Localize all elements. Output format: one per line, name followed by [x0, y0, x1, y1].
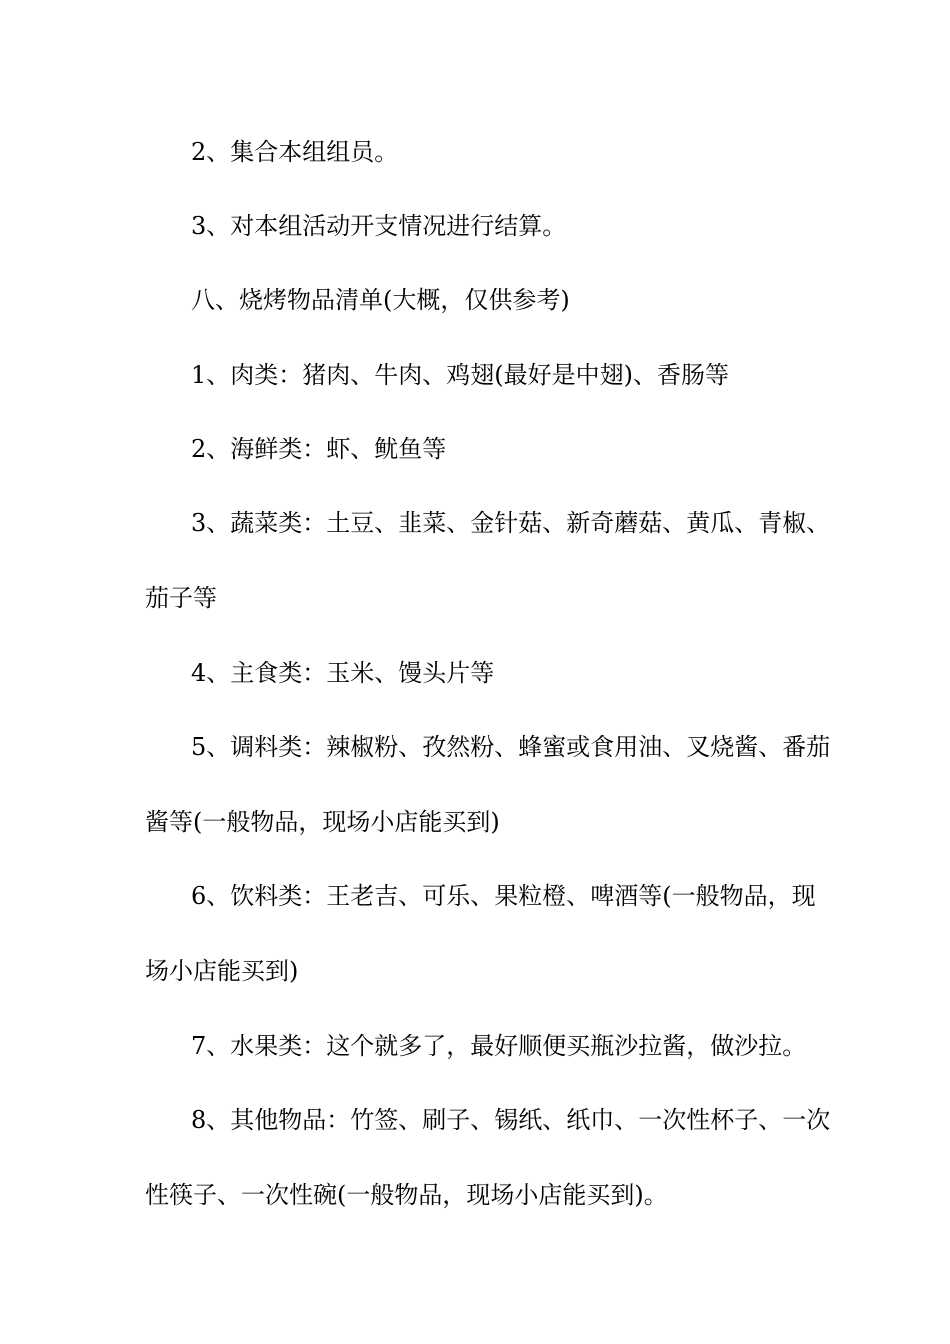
paragraph-seasonings: 5、调料类：辣椒粉、孜然粉、蜂蜜或食用油、叉烧酱、番茄酱等(一般物品，现场小店能买到): [145, 733, 831, 836]
paragraph-group-members: 2、集合本组组员。: [191, 138, 399, 166]
paragraph-settle-expenses: 3、对本组活动开支情况进行结算。: [191, 212, 567, 240]
paragraph-section-bbq-list: 八、烧烤物品清单(大概，仅供参考): [191, 286, 570, 314]
paragraph-staple-food: 4、主食类：玉米、馒头片等: [191, 659, 495, 687]
paragraph-vegetables: 3、蔬菜类：土豆、韭菜、金针菇、新奇蘑菇、黄瓜、青椒、茄子等: [145, 509, 831, 612]
paragraph-seafood: 2、海鲜类：虾、鱿鱼等: [191, 435, 447, 463]
paragraph-meat: 1、肉类：猪肉、牛肉、鸡翅(最好是中翅)、香肠等: [191, 361, 729, 389]
paragraph-fruits: 7、水果类：这个就多了，最好顺便买瓶沙拉酱，做沙拉。: [191, 1032, 807, 1060]
paragraph-other-items: 8、其他物品：竹签、刷子、锡纸、纸巾、一次性杯子、一次性筷子、一次性碗(一般物品，现场小店能买到)。: [145, 1106, 831, 1209]
paragraph-drinks: 6、饮料类：王老吉、可乐、果粒橙、啤酒等(一般物品，现场小店能买到): [145, 882, 816, 985]
